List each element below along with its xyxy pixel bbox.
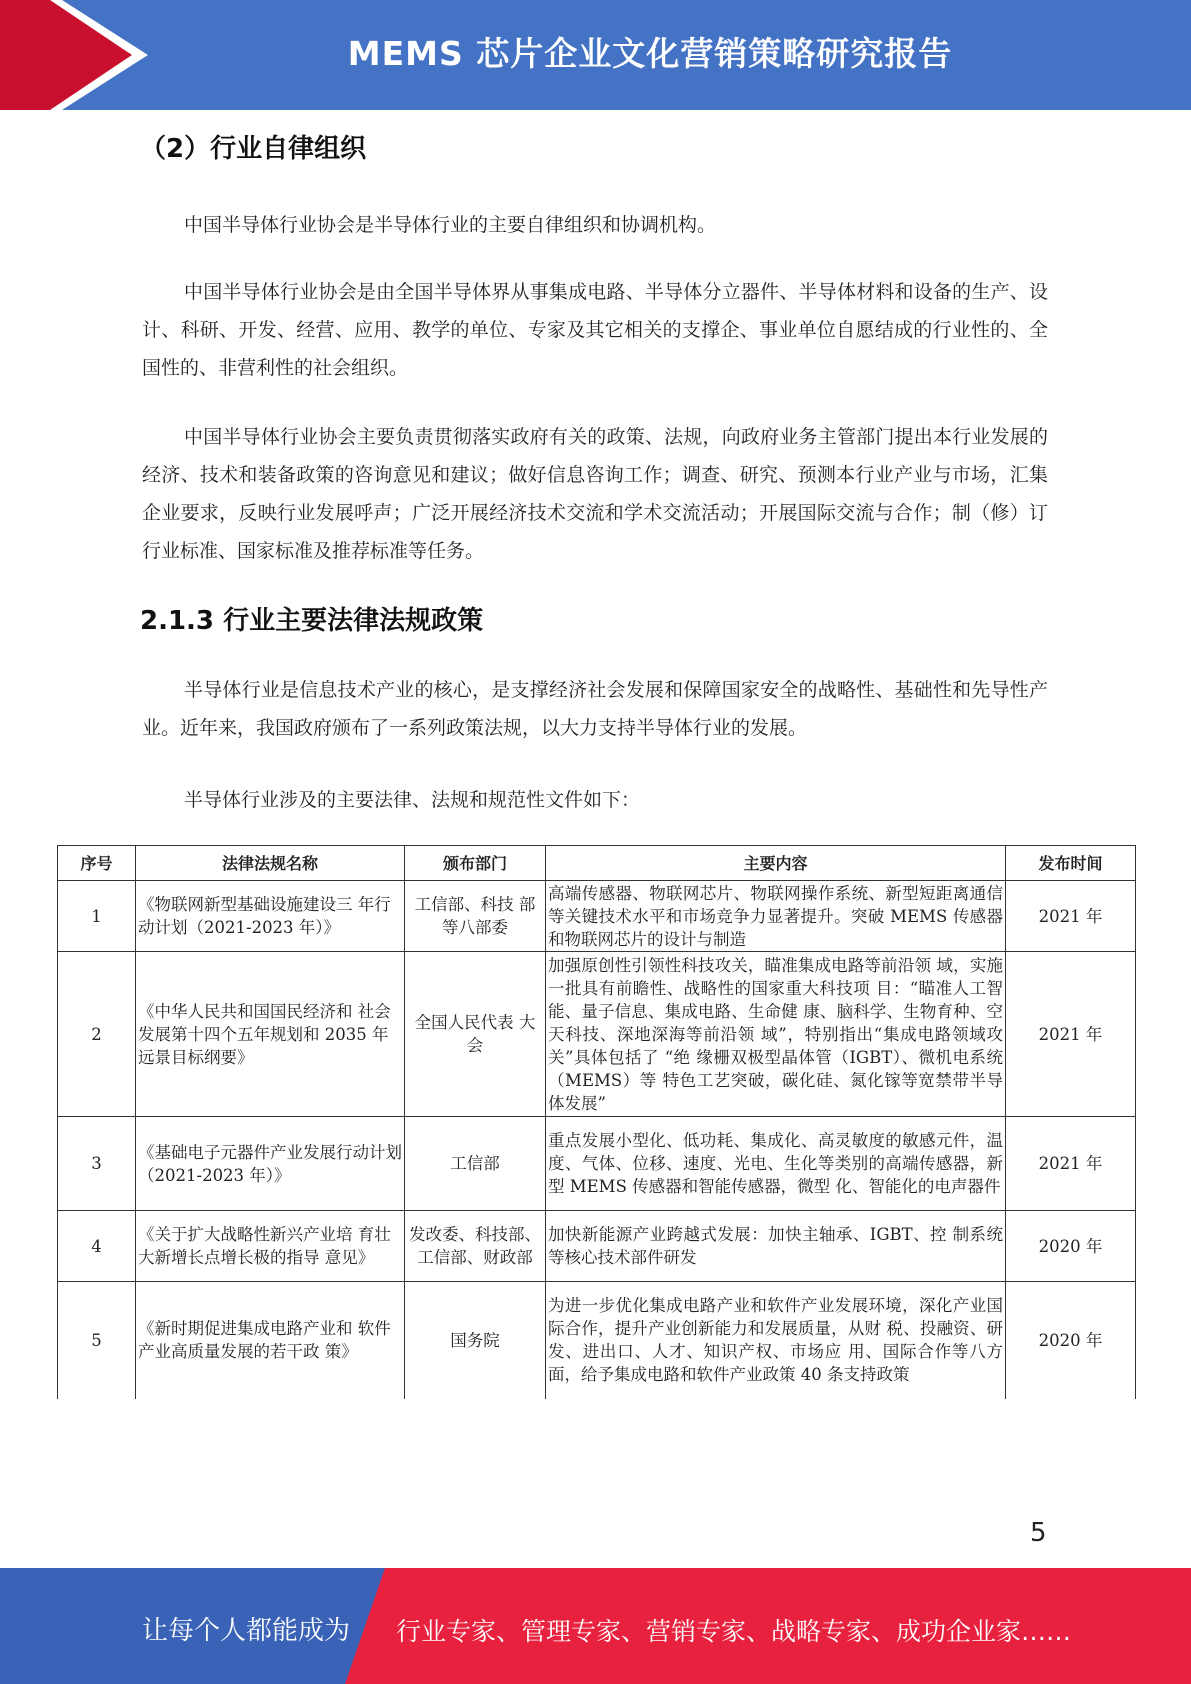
table-row: [58, 952, 1136, 1117]
cell-content: 加快新能源产业跨越式发展：加快主轴承、IGBT、控 制系统等核心技术部件研发: [546, 1211, 1006, 1282]
cell-no: 2: [58, 952, 136, 1117]
footer-slogan-left: 让每个人都能成为: [142, 1616, 351, 1646]
header-banner: [0, 0, 1191, 110]
cell-no: 4: [58, 1211, 136, 1282]
cell-dept: 国务院: [405, 1282, 546, 1399]
paragraph: 中国半导体行业协会主要负责贯彻落实政府有关的政策、法规，向政府业务主管部门提出本行业发展的经济、技术和装备政策的咨询意见和建议；做好信息咨询工作；调查、研究、预测本行业产业与市场，汇集企业要求，反映行业发展呼声；广泛开展经济技术交流和学术交流活动；开展国际交流与合作；制（修）订行业标准、国家标准及推荐标准等任务。: [142, 426, 1048, 562]
cell-name: 《关于扩大战略性新兴产业培 育壮大新增长点增长极的指导 意见》: [136, 1211, 405, 1282]
page-number: 5: [1030, 1518, 1047, 1548]
table-row: [58, 1117, 1136, 1211]
footer-slogan-right: 行业专家、管理专家、营销专家、战略专家、成功企业家……: [396, 1617, 1072, 1646]
cell-no: 1: [58, 881, 136, 952]
cell-date: 2021 年: [1006, 1117, 1136, 1211]
table-row: [58, 1282, 1136, 1399]
column-header: 法律法规名称: [136, 846, 405, 881]
cell-content: 高端传感器、物联网芯片、物联网操作系统、新型短距离通信等关键技术水平和市场竞争力显著提升。突破 MEMS 传感器和物联网芯片的设计与制造: [546, 881, 1006, 952]
cell-dept: 工信部: [405, 1117, 546, 1211]
cell-content: 加强原创性引领性科技攻关，瞄准集成电路等前沿领 域，实施一批具有前瞻性、战略性的国家重大科技项 目：“瞄准人工智能、量子信息、集成电路、生命健 康、脑科学、生物育种、空天科技、深地深海等前沿领 域”，特别指出“集成电路领域攻关”具体包括了 “绝 缘栅双极型晶体管（IGBT）、微机电系统（MEMS）等 特色工艺突破，碳化硅、氮化镓等宽禁带半导体发展”: [546, 952, 1006, 1117]
cell-no: 3: [58, 1117, 136, 1211]
cell-dept: 全国人民代表 大会: [405, 952, 546, 1117]
cell-name: 《中华人民共和国国民经济和 社会发展第十四个五年规划和 2035 年远景目标纲要》: [136, 952, 405, 1117]
table-row: [58, 1211, 1136, 1282]
column-header: 颁布部门: [405, 846, 546, 881]
cell-date: 2020 年: [1006, 1282, 1136, 1399]
column-header: 序号: [58, 846, 136, 881]
cell-no: 5: [58, 1282, 136, 1399]
cell-dept: 工信部、科技 部等八部委: [405, 881, 546, 952]
cell-dept: 发改委、科技部、工信部、财政部: [405, 1211, 546, 1282]
cell-content: 重点发展小型化、低功耗、集成化、高灵敏度的敏感元件，温度、气体、位移、速度、光电、生化等类别的高端传感器，新型 MEMS 传感器和智能传感器，微型 化、智能化的电声器件: [546, 1117, 1006, 1211]
table-row: [58, 881, 1136, 952]
header-arrow-icon: [0, 0, 160, 110]
paragraph: 半导体行业涉及的主要法律、法规和规范性文件如下：: [184, 789, 641, 811]
cell-date: 2021 年: [1006, 952, 1136, 1117]
paragraph: 中国半导体行业协会是半导体行业的主要自律组织和协调机构。: [184, 214, 717, 236]
column-header: 发布时间: [1006, 846, 1136, 881]
regulations-table: [57, 845, 1136, 1399]
column-header: 主要内容: [546, 846, 1006, 881]
report-title: MEMS 芯片企业文化营销策略研究报告: [347, 34, 953, 73]
paragraph: 半导体行业是信息技术产业的核心，是支撑经济社会发展和保障国家安全的战略性、基础性和先导性产业。近年来，我国政府颁布了一系列政策法规，以大力支持半导体行业的发展。: [142, 679, 1048, 739]
table-header-row: [58, 846, 1136, 881]
paragraph: 中国半导体行业协会是由全国半导体界从事集成电路、半导体分立器件、半导体材料和设备的生产、设计、科研、开发、经营、应用、教学的单位、专家及其它相关的支撑企、事业单位自愿结成的行业性的、全国性的、非营利性的社会组织。: [142, 281, 1048, 379]
section-heading: 2.1.3 行业主要法律法规政策: [140, 606, 484, 636]
cell-date: 2020 年: [1006, 1211, 1136, 1282]
cell-content: 为进一步优化集成电路产业和软件产业发展环境，深化产业国际合作，提升产业创新能力和发展质量，从财 税、投融资、研发、进出口、人才、知识产权、市场应 用、国际合作等八方面，给予集成电路和软件产业政策 40 条支持政策: [546, 1282, 1006, 1399]
cell-name: 《物联网新型基础设施建设三 年行动计划（2021-2023 年）》: [136, 881, 405, 952]
cell-date: 2021 年: [1006, 881, 1136, 952]
cell-name: 《基础电子元器件产业发展行动计划（2021-2023 年）》: [136, 1117, 405, 1211]
subheading-self-regulatory: （2）行业自律组织: [140, 134, 367, 164]
cell-name: 《新时期促进集成电路产业和 软件产业高质量发展的若干政 策》: [136, 1282, 405, 1399]
